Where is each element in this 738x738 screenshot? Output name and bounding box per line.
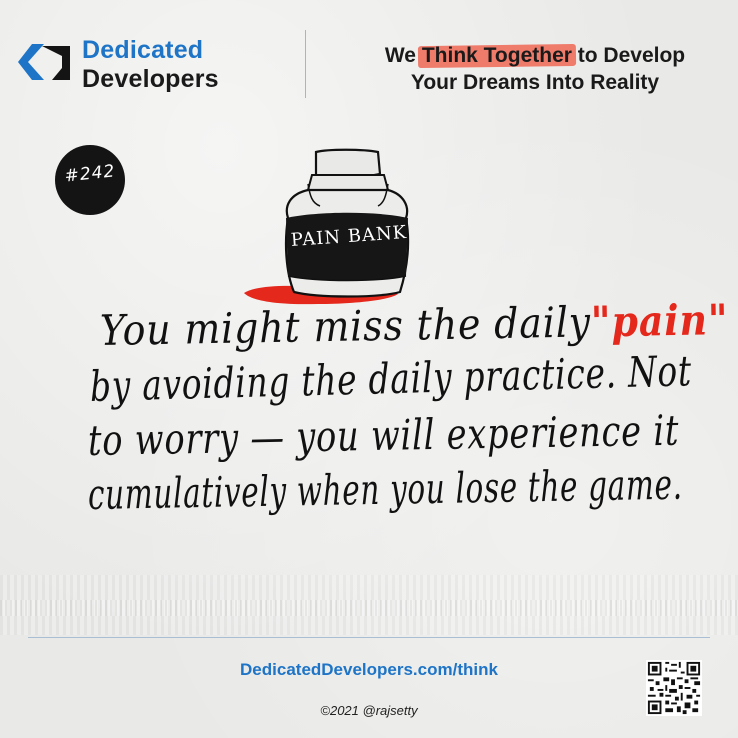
quote-open-mark: " bbox=[590, 297, 612, 347]
episode-badge bbox=[55, 145, 125, 215]
quote-line1-text: You might miss the daily bbox=[99, 297, 592, 355]
quote-close-mark: " bbox=[707, 295, 729, 345]
brand-name-line2: Developers bbox=[82, 65, 219, 93]
footer-url-link[interactable]: DedicatedDevelopers.com/think bbox=[240, 660, 498, 679]
copyright: ©2021 @rajsetty bbox=[320, 703, 418, 718]
handwritten-quote bbox=[0, 295, 738, 530]
tagline-line2: Your Dreams Into Reality bbox=[410, 71, 660, 94]
jar-label: PAIN BANK bbox=[290, 221, 408, 252]
tagline-highlight: Think Together bbox=[421, 44, 572, 67]
quote-line-1 bbox=[100, 295, 729, 355]
brand-logo[interactable] bbox=[82, 38, 219, 92]
tagline-rest: to Develop bbox=[577, 44, 686, 67]
footer-divider bbox=[28, 637, 710, 638]
tagline-prefix: We bbox=[384, 44, 416, 67]
quote-highlight-word: pain bbox=[611, 295, 709, 347]
header-divider bbox=[305, 30, 306, 98]
qr-code-icon[interactable] bbox=[646, 660, 702, 716]
logo-icon bbox=[18, 40, 70, 84]
napkin-emboss-stripe bbox=[0, 600, 738, 616]
tagline bbox=[340, 42, 730, 96]
brand-name-line1: Dedicated bbox=[82, 36, 204, 64]
episode-number: #242 bbox=[63, 161, 117, 187]
quote-line-4: cumulatively when you lose the game. bbox=[87, 459, 684, 519]
quote-line-3: to worry — you will experience it bbox=[87, 405, 680, 465]
quote-line-2: by avoiding the daily practice. Not bbox=[89, 346, 693, 411]
